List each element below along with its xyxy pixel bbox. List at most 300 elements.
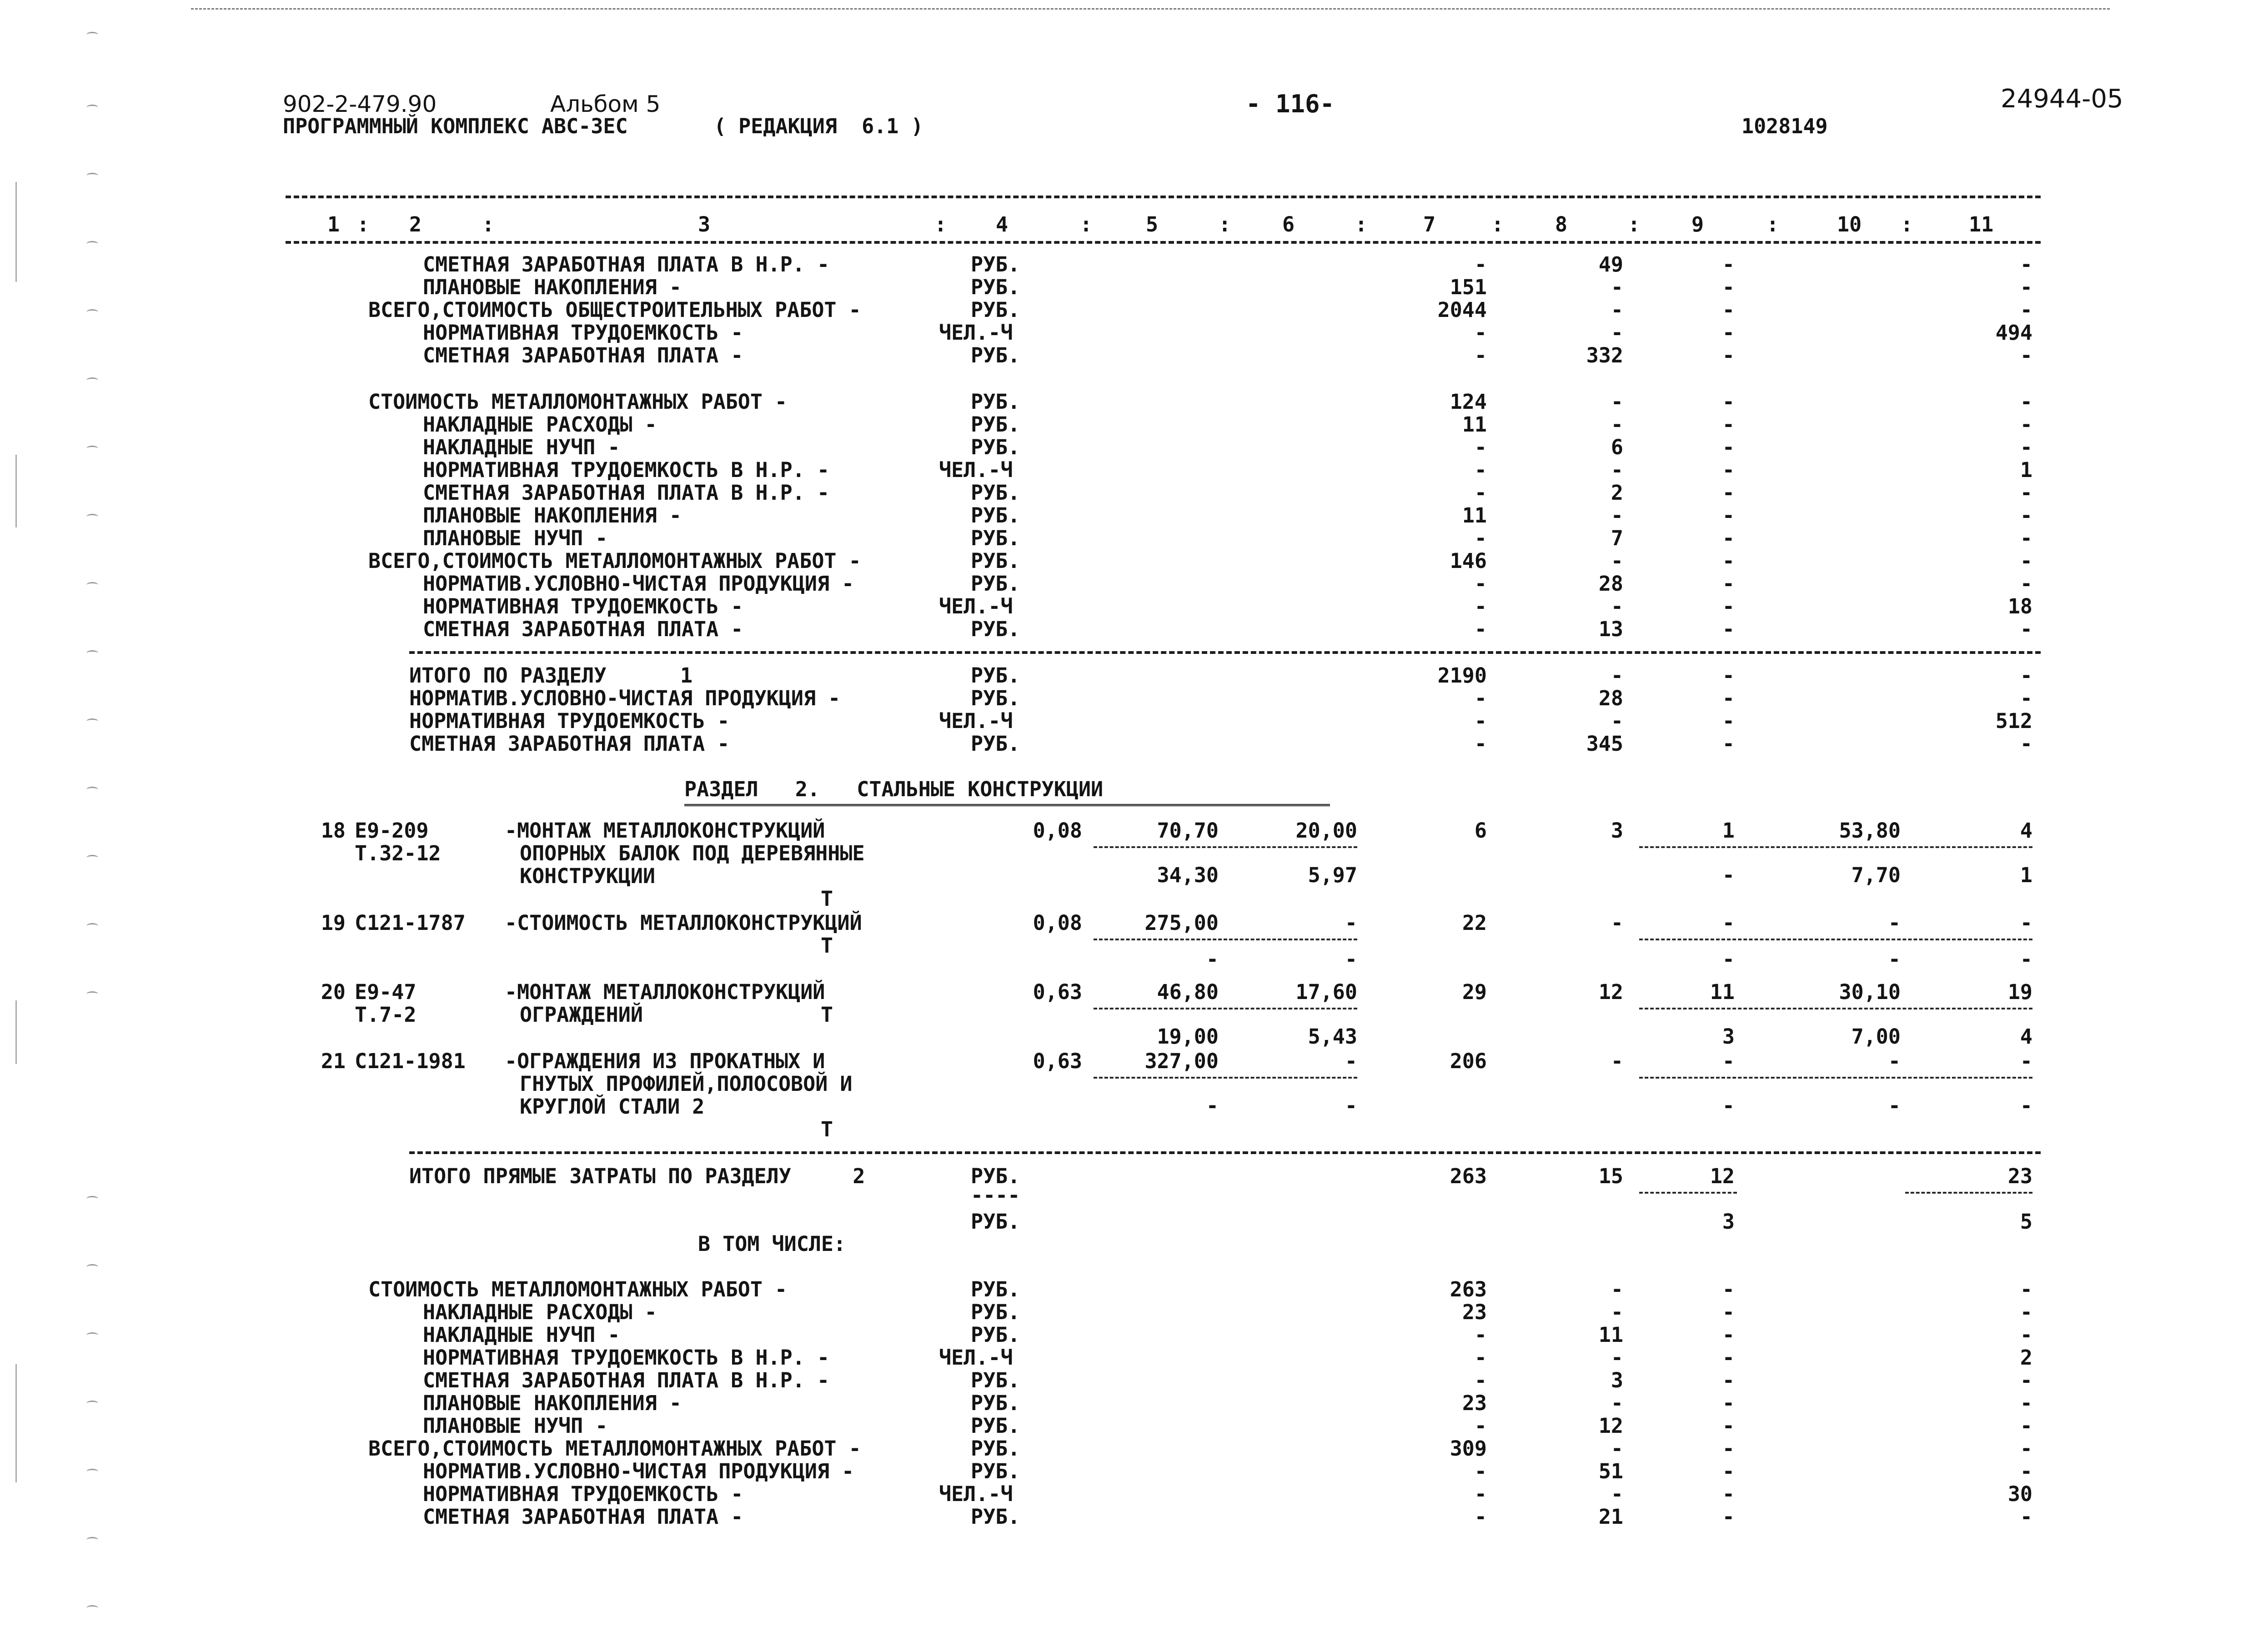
summary-row-label: СТОИМОСТЬ МЕТАЛЛОМОНТАЖНЫХ РАБОТ -	[368, 390, 788, 414]
margin-edge-line	[15, 1364, 17, 1482]
summary-col9: -	[1722, 594, 1735, 618]
including-label: В ТОМ ЧИСЛЕ:	[698, 1232, 846, 1256]
summary-row-unit: РУБ.	[971, 412, 1020, 437]
column-separator: :	[934, 212, 947, 236]
summary-col9: -	[1722, 343, 1735, 367]
item-col11: -	[2020, 911, 2032, 935]
summary-col7: 146	[1450, 549, 1487, 573]
summary-col7: -	[1474, 343, 1487, 367]
summary-col7: -	[1474, 572, 1487, 596]
summary-col8: -	[1611, 390, 1623, 414]
summary-col7: -	[1474, 709, 1487, 733]
summary-col8: 21	[1598, 1505, 1623, 1529]
item-unit-price-2: -	[1206, 947, 1219, 971]
summary-row-unit: РУБ.	[971, 1300, 1020, 1324]
summary-row-unit: ЧЕЛ.-Ч	[939, 709, 1013, 733]
margin-binding-mark	[86, 1332, 98, 1338]
item-col10: -	[1888, 911, 1901, 935]
item-subrule	[1639, 1008, 2032, 1009]
summary-row-label: НОРМАТИВНАЯ ТРУДОЕМКОСТЬ -	[409, 709, 730, 733]
margin-binding-mark	[86, 991, 98, 997]
summary-col8: 13	[1598, 617, 1623, 641]
item-unit-wage-2: 5,97	[1308, 863, 1357, 887]
summary-col7: -	[1474, 458, 1487, 482]
summary-row-label: СМЕТНАЯ ЗАРАБОТНАЯ ПЛАТА В Н.Р. -	[423, 481, 830, 505]
table-top-rule	[286, 196, 2041, 198]
summary-col11: -	[2020, 481, 2032, 505]
summary-col8: -	[1611, 298, 1623, 322]
summary-col7: -	[1474, 1323, 1487, 1347]
summary-col8: -	[1611, 321, 1623, 345]
summary-row-label: ИТОГО ПО РАЗДЕЛУ 1	[409, 663, 693, 688]
item-quantity: 0,08	[1033, 818, 1082, 843]
item-subrule	[1094, 846, 1357, 848]
summary-col8: -	[1611, 1436, 1623, 1461]
summary-col7: 23	[1462, 1300, 1487, 1324]
summary-col7: -	[1474, 435, 1487, 459]
summary-col9: -	[1722, 526, 1735, 550]
margin-binding-mark	[86, 241, 98, 247]
item-subrule	[1639, 846, 2032, 848]
item-col9: -	[1722, 1049, 1735, 1073]
item-total-wage: 12	[1598, 980, 1623, 1004]
summary-col11: -	[2020, 572, 2032, 596]
summary-col9: -	[1722, 1436, 1735, 1461]
margin-binding-mark	[86, 650, 98, 656]
sheet-reference: 24944-05	[2001, 84, 2123, 114]
item-description: -ОГРАЖДЕНИЯ ИЗ ПРОКАТНЫХ И	[505, 1049, 825, 1073]
summary-col11: -	[2020, 435, 2032, 459]
direct-costs-unit: РУБ.	[971, 1164, 1020, 1188]
summary-row-unit: ЧЕЛ.-Ч	[939, 321, 1013, 345]
summary-col11: -	[2020, 686, 2032, 710]
summary-col9: -	[1722, 1300, 1735, 1324]
direct-costs-subrule	[1905, 1192, 2032, 1194]
summary-col8: -	[1611, 1391, 1623, 1415]
page-number: - 116-	[1246, 90, 1335, 118]
summary-col11: 2	[2020, 1346, 2032, 1370]
item-subrule	[1094, 1077, 1357, 1079]
summary-col9: -	[1722, 252, 1735, 276]
summary-row-label: НАКЛАДНЫЕ РАСХОДЫ -	[423, 412, 657, 437]
summary-col11: -	[2020, 1391, 2032, 1415]
summary-row-label: НОРМАТИВНАЯ ТРУДОЕМКОСТЬ В Н.Р. -	[423, 1346, 830, 1370]
summary-row-label: СМЕТНАЯ ЗАРАБОТНАЯ ПЛАТА В Н.Р. -	[423, 1368, 830, 1392]
item-col9: -	[1722, 911, 1735, 935]
direct-costs-col9: 12	[1710, 1164, 1735, 1188]
summary-col9: -	[1722, 549, 1735, 573]
item-total-wage: -	[1611, 1049, 1623, 1073]
document-id: 1028149	[1741, 114, 1828, 138]
margin-edge-line	[15, 182, 17, 282]
item-col11: -	[2020, 1049, 2032, 1073]
summary-col8: -	[1611, 1300, 1623, 1324]
summary-row-unit: РУБ.	[971, 1368, 1020, 1392]
item-col9: 11	[1710, 980, 1735, 1004]
summary-col9: -	[1722, 686, 1735, 710]
margin-binding-mark	[86, 1469, 98, 1475]
summary-row-label: НОРМАТИВ.УСЛОВНО-ЧИСТАЯ ПРОДУКЦИЯ -	[423, 1459, 854, 1483]
summary-col11: -	[2020, 343, 2032, 367]
summary-col7: -	[1474, 1368, 1487, 1392]
summary-col9: -	[1722, 412, 1735, 437]
item-total-cost: 6	[1474, 818, 1487, 843]
summary-col9: -	[1722, 435, 1735, 459]
summary-col7: 151	[1450, 275, 1487, 299]
item-unit-wage-2: 5,43	[1308, 1024, 1357, 1049]
summary-row-label: НАКЛАДНЫЕ НУЧП -	[423, 1323, 620, 1347]
summary-row-unit: РУБ.	[971, 275, 1020, 299]
item-number: 19	[321, 911, 346, 935]
item-unit-price: 70,70	[1157, 818, 1219, 843]
summary-col7: -	[1474, 732, 1487, 756]
summary-row-unit: РУБ.	[971, 549, 1020, 573]
item-total-wage: -	[1611, 911, 1623, 935]
item-col11-2: -	[2020, 1094, 2032, 1118]
summary-col9: -	[1722, 1459, 1735, 1483]
summary-col11: -	[2020, 275, 2032, 299]
column-separator: :	[357, 212, 370, 236]
summary-col7: 11	[1462, 503, 1487, 527]
item-col10-2: -	[1888, 947, 1901, 971]
column-header-9: 9	[1691, 212, 1704, 236]
summary-col11: -	[2020, 1414, 2032, 1438]
summary-col7: -	[1474, 526, 1487, 550]
item-col9-2: -	[1722, 1094, 1735, 1118]
column-separator: :	[1766, 212, 1779, 236]
summary-row-unit: РУБ.	[971, 1277, 1020, 1301]
summary-row-label: НОРМАТИВНАЯ ТРУДОЕМКОСТЬ -	[423, 321, 743, 345]
summary-row-unit: РУБ.	[971, 390, 1020, 414]
column-header-2: 2	[409, 212, 422, 236]
item-unit-price-2: -	[1206, 1094, 1219, 1118]
item-col11-2: 1	[2020, 863, 2032, 887]
summary-col11: -	[2020, 526, 2032, 550]
summary-col8: -	[1611, 709, 1623, 733]
summary-row-label: НОРМАТИВНАЯ ТРУДОЕМКОСТЬ В Н.Р. -	[423, 458, 830, 482]
summary-row-label: СМЕТНАЯ ЗАРАБОТНАЯ ПЛАТА -	[423, 343, 743, 367]
item-col11-2: -	[2020, 947, 2032, 971]
item-col10: 30,10	[1839, 980, 1901, 1004]
item-description: ГНУТЫХ ПРОФИЛЕЙ,ПОЛОСОВОЙ И	[520, 1072, 853, 1096]
summary-col7: -	[1474, 594, 1487, 618]
summary-col9: -	[1722, 1346, 1735, 1370]
margin-binding-mark	[86, 514, 98, 520]
column-header-5: 5	[1146, 212, 1159, 236]
item-unit-price: 327,00	[1144, 1049, 1219, 1073]
summary-col11: 1	[2020, 458, 2032, 482]
item-col10: 53,80	[1839, 818, 1901, 843]
summary-col11: 30	[2007, 1482, 2032, 1506]
summary-row-label: ВСЕГО,СТОИМОСТЬ МЕТАЛЛОМОНТАЖНЫХ РАБОТ -	[368, 1436, 861, 1461]
item-col10-2: 7,70	[1851, 863, 1901, 887]
summary-row-unit: РУБ.	[971, 617, 1020, 641]
summary-row-unit: РУБ.	[971, 343, 1020, 367]
top-edge-perforation	[191, 8, 2110, 10]
item-unit-wage: -	[1345, 911, 1357, 935]
summary-col8: -	[1611, 549, 1623, 573]
margin-binding-mark	[86, 1264, 98, 1270]
summary-col8: 345	[1586, 732, 1623, 756]
summary-row-label: НОРМАТИВ.УСЛОВНО-ЧИСТАЯ ПРОДУКЦИЯ -	[423, 572, 854, 596]
summary-col8: 3	[1611, 1368, 1623, 1392]
summary-col8: 28	[1598, 572, 1623, 596]
summary-col9: -	[1722, 275, 1735, 299]
item-col11-2: 4	[2020, 1024, 2032, 1049]
item-code: С121-1787	[355, 911, 466, 935]
item-number: 21	[321, 1049, 346, 1073]
margin-binding-mark	[86, 582, 98, 588]
item-unit-price-2: 19,00	[1157, 1024, 1219, 1049]
summary-col11: -	[2020, 549, 2032, 573]
summary-row-unit: РУБ.	[971, 252, 1020, 276]
summary-col7: 309	[1450, 1436, 1487, 1461]
doc-code: 902-2-479.90	[283, 91, 437, 117]
column-separator: :	[1901, 212, 1913, 236]
summary-col8: -	[1611, 1346, 1623, 1370]
direct-costs-subrule	[1639, 1192, 1737, 1194]
summary-col9: -	[1722, 663, 1735, 688]
margin-edge-line	[15, 1000, 17, 1064]
summary-row-label: СТОИМОСТЬ МЕТАЛЛОМОНТАЖНЫХ РАБОТ -	[368, 1277, 788, 1301]
margin-binding-mark	[86, 787, 98, 793]
summary-row-unit: РУБ.	[971, 1436, 1020, 1461]
summary-col9: -	[1722, 709, 1735, 733]
summary-row-unit: РУБ.	[971, 1459, 1020, 1483]
item-subrule	[1639, 1077, 2032, 1079]
item-col10-2: 7,00	[1851, 1024, 1901, 1049]
summary-col9: -	[1722, 298, 1735, 322]
summary-row-unit: РУБ.	[971, 663, 1020, 688]
summary-col8: -	[1611, 503, 1623, 527]
item-subrule	[1094, 1008, 1357, 1009]
item-unit-wage: -	[1345, 1049, 1357, 1073]
summary-row-unit: РУБ.	[971, 1414, 1020, 1438]
summary-col7: 2044	[1437, 298, 1487, 322]
summary-col11: -	[2020, 1436, 2032, 1461]
column-header-rule	[286, 241, 2041, 244]
summary-col9: -	[1722, 732, 1735, 756]
summary-row-label: СМЕТНАЯ ЗАРАБОТНАЯ ПЛАТА -	[409, 732, 730, 756]
summary-col11: -	[2020, 1323, 2032, 1347]
summary-col8: -	[1611, 663, 1623, 688]
summary-col7: 263	[1450, 1277, 1487, 1301]
item-unit-wage-2: -	[1345, 1094, 1357, 1118]
summary-col8: -	[1611, 594, 1623, 618]
direct-costs-col7: 263	[1450, 1164, 1487, 1188]
summary-col8: -	[1611, 458, 1623, 482]
column-separator: :	[1080, 212, 1093, 236]
summary-col11: 18	[2007, 594, 2032, 618]
item-subrule	[1094, 939, 1357, 940]
column-header-11: 11	[1969, 212, 1994, 236]
column-header-3: 3	[698, 212, 711, 236]
column-header-6: 6	[1282, 212, 1295, 236]
column-header-10: 10	[1837, 212, 1862, 236]
margin-binding-mark	[86, 855, 98, 861]
summary-row-unit: РУБ.	[971, 298, 1020, 322]
summary-row-unit: ЧЕЛ.-Ч	[939, 1482, 1013, 1506]
direct-costs-rule	[409, 1151, 2041, 1154]
summary-row-label: ПЛАНОВЫЕ НАКОПЛЕНИЯ -	[423, 275, 682, 299]
summary-col11: -	[2020, 1368, 2032, 1392]
direct-costs-unit-2: РУБ.	[971, 1210, 1020, 1234]
column-separator: :	[482, 212, 495, 236]
summary-row-label: НОРМАТИВНАЯ ТРУДОЕМКОСТЬ -	[423, 1482, 743, 1506]
summary-row-label: НОРМАТИВНАЯ ТРУДОЕМКОСТЬ -	[423, 594, 743, 618]
item-marker-t: Т	[821, 934, 833, 958]
item-col9: 1	[1722, 818, 1735, 843]
margin-binding-mark	[86, 446, 98, 452]
column-header-4: 4	[996, 212, 1009, 236]
item-col10-2: -	[1888, 1094, 1901, 1118]
summary-col9: -	[1722, 617, 1735, 641]
column-separator: :	[1628, 212, 1641, 236]
summary-col11: -	[2020, 1300, 2032, 1324]
summary-col8: 28	[1598, 686, 1623, 710]
album-label: Альбом 5	[550, 91, 661, 117]
item-total-cost: 22	[1462, 911, 1487, 935]
item-unit-wage-2: -	[1345, 947, 1357, 971]
summary-col7: 11	[1462, 412, 1487, 437]
summary-col8: 12	[1598, 1414, 1623, 1438]
summary-col9: -	[1722, 503, 1735, 527]
item-marker-t: Т	[821, 1117, 833, 1141]
item-description: ОПОРНЫХ БАЛОК ПОД ДЕРЕВЯННЫЕ	[520, 841, 865, 865]
margin-binding-mark	[86, 1401, 98, 1406]
summary-row-unit: РУБ.	[971, 1323, 1020, 1347]
summary-col8: 11	[1598, 1323, 1623, 1347]
summary-col7: -	[1474, 1505, 1487, 1529]
summary-row-unit: РУБ.	[971, 686, 1020, 710]
summary-row-unit: РУБ.	[971, 526, 1020, 550]
summary-row-unit: РУБ.	[971, 572, 1020, 596]
summary-row-label: ПЛАНОВЫЕ НАКОПЛЕНИЯ -	[423, 503, 682, 527]
summary-row-unit: РУБ.	[971, 435, 1020, 459]
margin-binding-mark	[86, 923, 98, 929]
margin-binding-mark	[86, 1196, 98, 1202]
direct-costs-col9-2: 3	[1722, 1210, 1735, 1234]
summary-row-label: ПЛАНОВЫЕ НУЧП -	[423, 526, 608, 550]
summary-col9: -	[1722, 1391, 1735, 1415]
column-header-1: 1	[327, 212, 340, 236]
summary-col7: -	[1474, 252, 1487, 276]
summary-row-label: НОРМАТИВ.УСЛОВНО-ЧИСТАЯ ПРОДУКЦИЯ -	[409, 686, 841, 710]
item-description: КРУГЛОЙ СТАЛИ 2	[520, 1095, 705, 1119]
section-title: РАЗДЕЛ 2. СТАЛЬНЫЕ КОНСТРУКЦИИ	[684, 777, 1104, 801]
item-quantity: 0,63	[1033, 980, 1082, 1004]
summary-col9: -	[1722, 1414, 1735, 1438]
item-description: КОНСТРУКЦИИ	[520, 864, 656, 888]
summary-col9: -	[1722, 321, 1735, 345]
direct-costs-col11: 23	[2007, 1164, 2032, 1188]
summary-col11: -	[2020, 1459, 2032, 1483]
summary-col8: -	[1611, 1482, 1623, 1506]
item-subrule	[1639, 939, 2032, 940]
item-total-cost: 206	[1450, 1049, 1487, 1073]
item-code-secondary: Т.7-2	[355, 1003, 416, 1027]
summary-col7: -	[1474, 321, 1487, 345]
item-unit-price: 275,00	[1144, 911, 1219, 935]
margin-edge-line	[15, 455, 17, 527]
summary-row-label: НАКЛАДНЫЕ НУЧП -	[423, 435, 620, 459]
direct-costs-col11-2: 5	[2020, 1210, 2032, 1234]
item-col11: 4	[2020, 818, 2032, 843]
summary-col9: -	[1722, 1505, 1735, 1529]
summary-col9: -	[1722, 1482, 1735, 1506]
summary-col9: -	[1722, 572, 1735, 596]
summary-col8: 7	[1611, 526, 1623, 550]
summary-col9: -	[1722, 481, 1735, 505]
summary-col7: -	[1474, 1459, 1487, 1483]
item-description: -МОНТАЖ МЕТАЛЛОКОНСТРУКЦИЙ	[505, 818, 825, 843]
summary-col11: 494	[1995, 321, 2032, 345]
summary-col7: -	[1474, 1414, 1487, 1438]
summary-col8: -	[1611, 412, 1623, 437]
summary-col8: 49	[1598, 252, 1623, 276]
summary-row-label: ПЛАНОВЫЕ НУЧП -	[423, 1414, 608, 1438]
direct-costs-label: ИТОГО ПРЯМЫЕ ЗАТРАТЫ ПО РАЗДЕЛУ 2	[409, 1164, 865, 1188]
summary-col7: 2190	[1437, 663, 1487, 688]
item-code: С121-1981	[355, 1049, 466, 1073]
item-unit-wage: 20,00	[1295, 818, 1357, 843]
margin-binding-mark	[86, 32, 98, 38]
item-total-cost: 29	[1462, 980, 1487, 1004]
margin-binding-mark	[86, 377, 98, 383]
summary-row-label: СМЕТНАЯ ЗАРАБОТНАЯ ПЛАТА В Н.Р. -	[423, 252, 830, 276]
item-marker-t: Т	[821, 887, 833, 911]
column-separator: :	[1491, 212, 1504, 236]
item-code: Е9-47	[355, 980, 416, 1004]
summary-row-unit: РУБ.	[971, 481, 1020, 505]
summary-col7: -	[1474, 617, 1487, 641]
summary-col11: -	[2020, 617, 2032, 641]
item-col9-2: 3	[1722, 1024, 1735, 1049]
summary-col7: -	[1474, 1346, 1487, 1370]
summary-col8: -	[1611, 1277, 1623, 1301]
item-unit-price: 46,80	[1157, 980, 1219, 1004]
item-unit-price-2: 34,30	[1157, 863, 1219, 887]
item-description: ОГРАЖДЕНИЙ	[520, 1003, 643, 1027]
summary-col9: -	[1722, 458, 1735, 482]
margin-binding-mark	[86, 309, 98, 315]
summary-col11: -	[2020, 298, 2032, 322]
summary-row-label: СМЕТНАЯ ЗАРАБОТНАЯ ПЛАТА -	[423, 1505, 743, 1529]
item-col9-2: -	[1722, 863, 1735, 887]
summary-row-unit: РУБ.	[971, 503, 1020, 527]
summary-col8: 51	[1598, 1459, 1623, 1483]
direct-costs-dash: ----	[971, 1183, 1020, 1207]
summary-col11: -	[2020, 1505, 2032, 1529]
column-separator: :	[1219, 212, 1231, 236]
item-number: 20	[321, 980, 346, 1004]
summary-row-label: ВСЕГО,СТОИМОСТЬ ОБЩЕСТРОИТЕЛЬНЫХ РАБОТ -	[368, 298, 861, 322]
margin-binding-mark	[86, 718, 98, 724]
summary-col11: 512	[1995, 709, 2032, 733]
summary-row-label: СМЕТНАЯ ЗАРАБОТНАЯ ПЛАТА -	[423, 617, 743, 641]
margin-binding-mark	[86, 1537, 98, 1543]
summary-col7: 23	[1462, 1391, 1487, 1415]
item-marker-t: Т	[821, 1003, 833, 1027]
summary-col11: -	[2020, 503, 2032, 527]
summary-col7: -	[1474, 481, 1487, 505]
summary-row-label: ВСЕГО,СТОИМОСТЬ МЕТАЛЛОМОНТАЖНЫХ РАБОТ -	[368, 549, 861, 573]
summary-row-label: ПЛАНОВЫЕ НАКОПЛЕНИЯ -	[423, 1391, 682, 1415]
block-separator-rule	[409, 651, 2041, 654]
summary-col8: 2	[1611, 481, 1623, 505]
item-code-secondary: Т.32-12	[355, 841, 441, 865]
section-title-underline	[684, 804, 1330, 808]
